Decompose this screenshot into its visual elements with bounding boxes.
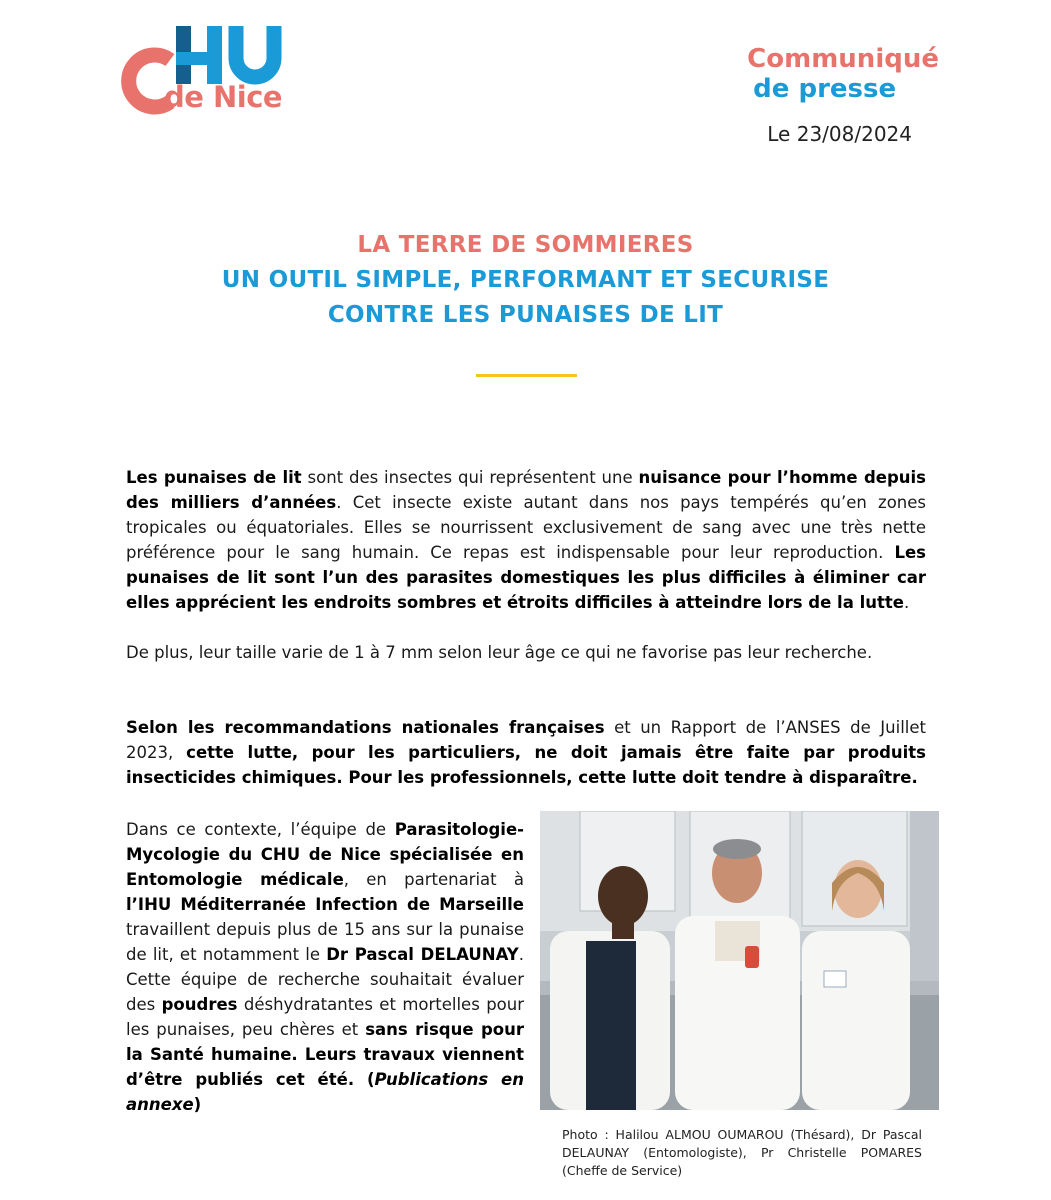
press-release-label: [747, 44, 939, 104]
text-bold: Les punaises de lit: [126, 468, 302, 487]
text-bold: Parasitologie-Mycologie du CHU de Nice spécialisée en Entomologie médicale: [126, 820, 524, 889]
text-bold: l’IHU Méditerranée Infection de Marseille: [126, 895, 524, 914]
title-line1: LA TERRE DE SOMMIERES: [357, 232, 694, 258]
team-photo: [540, 811, 939, 1110]
text-bold: ): [193, 1095, 202, 1114]
team-photo-illustration: [540, 811, 939, 1110]
press-label-line1: Communiqué: [747, 44, 939, 74]
text: .: [903, 593, 910, 612]
press-label-line2: de presse: [753, 74, 897, 104]
paragraph-size: De plus, leur taille varie de 1 à 7 mm selon leur âge ce qui ne favorise pas leur recherche.: [126, 643, 873, 662]
paragraph-intro: [126, 465, 926, 615]
text-bold: poudres: [161, 995, 238, 1014]
paragraph-recommendations: [126, 715, 926, 790]
text: et un Rapport de l’ANSES de Juillet 2023,: [126, 718, 926, 762]
text-bold: cette lutte, pour les particuliers, ne doit jamais être faite par produits insecticides chimiques. Pour les professionnels, cette lutte doit tendre à disparaître.: [126, 743, 926, 787]
text: sont des insectes qui représentent une: [301, 468, 639, 487]
text: , en partenariat à: [343, 870, 524, 889]
page-title: [0, 228, 1051, 333]
logo-subtitle: de Nice: [164, 80, 283, 114]
text: . Cet insecte existe autant dans nos pays tempérés qu’en zones tropicales ou équatoriales. Elles se nourrissent exclusivement de sang avec une très nette préférence pour le sang humain. Ce repas est indispensable pour leur reproduction.: [126, 493, 927, 562]
text: . Cette équipe de recherche souhaitait évaluer des: [126, 945, 524, 1014]
title-divider: [476, 374, 577, 377]
text-bold: Selon les recommandations nationales françaises: [126, 718, 605, 737]
text: Dans ce contexte, l’équipe de: [126, 820, 395, 839]
text: travaillent depuis plus de 15 ans sur la punaise de lit, et notamment le: [126, 920, 524, 964]
title-line3: CONTRE LES PUNAISES DE LIT: [327, 302, 724, 328]
text-bold: nuisance pour l’homme depuis des milliers d’années: [126, 468, 926, 512]
photo-caption: Photo : Halilou ALMOU OUMAROU (Thésard), Dr Pascal DELAUNAY (Entomologiste), Pr Christelle POMARES (Cheffe de Service): [562, 1127, 922, 1178]
text-bold: sans risque pour la Santé humaine. Leurs travaux viennent d’être publiés cet été. (: [126, 1020, 524, 1089]
title-line2: UN OUTIL SIMPLE, PERFORMANT ET SECURISE: [221, 267, 830, 293]
text-bold: Dr Pascal DELAUNAY: [326, 945, 519, 964]
text-bold: Les punaises de lit sont l’un des parasites domestiques les plus difficiles à éliminer car elles apprécient les endroits sombres et étroits difficiles à atteindre lors de la lutte: [126, 543, 926, 612]
paragraph-context: [126, 817, 524, 1117]
text: déshydratantes et mortelles pour les punaises, peu chères et: [126, 995, 524, 1039]
release-date: Le 23/08/2024: [767, 122, 912, 146]
text-bold-italic: Publications en annexe: [126, 1070, 524, 1114]
